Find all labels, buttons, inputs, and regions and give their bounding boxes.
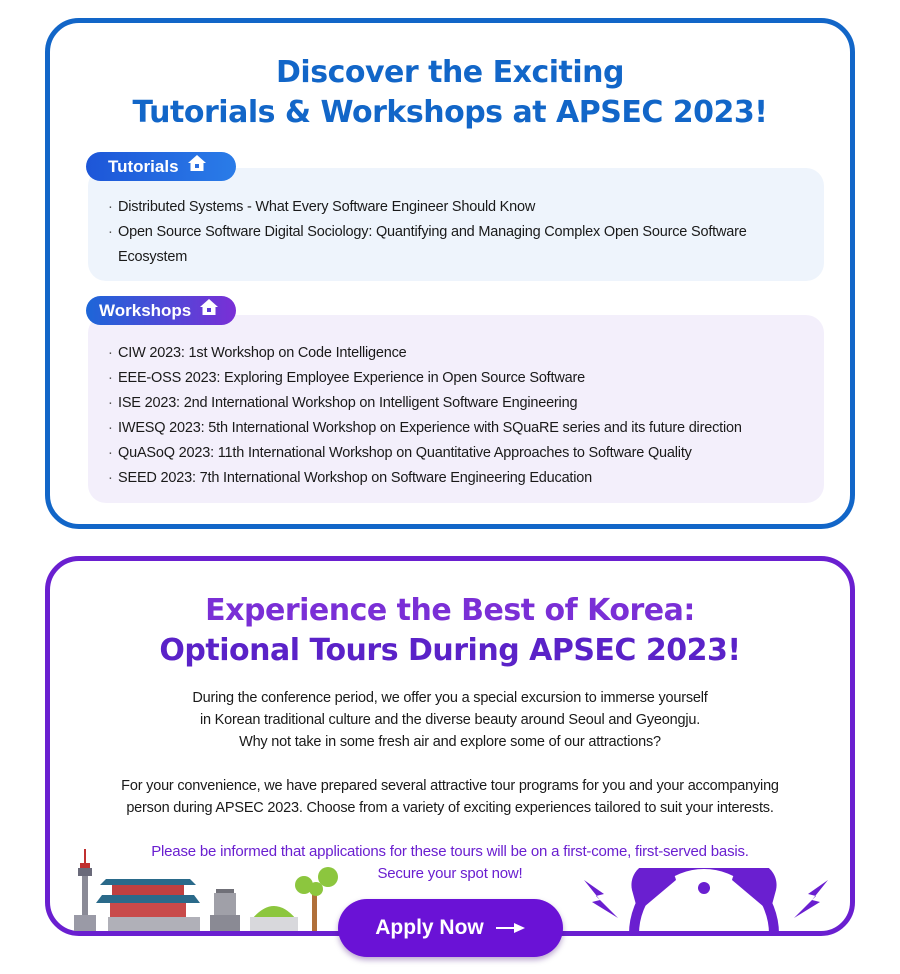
tutorials-list (108, 195, 814, 270)
workshop-item: · QuASoQ 2023: 11th International Workshop on Quantitative Approaches to Software Quality (108, 441, 814, 466)
workshop-item: · SEED 2023: 7th International Workshop on Software Engineering Education (108, 466, 814, 491)
palace-icon (96, 879, 200, 931)
arrow-right-icon (496, 916, 526, 940)
tours-intro-paragraph: During the conference period, we offer you a special excursion to immerse yourself in Korean traditional culture and the diverse beauty around Seoul and Gyeongju. Why not take in some fresh air and explore some of our attractions? (192, 690, 708, 750)
tutorials-list-box (88, 168, 824, 281)
home-icon (187, 152, 207, 181)
seoul-tower-icon (74, 849, 96, 931)
workshop-item: · EEE-OSS 2023: Exploring Employee Experience in Open Source Software (108, 366, 814, 391)
home-icon (199, 296, 219, 325)
tutorials-label: Tutorials (108, 157, 179, 176)
workshops-list (108, 341, 814, 491)
tutorials-heading-pill (86, 152, 236, 181)
workshop-item: · CIW 2023: 1st Workshop on Code Intelligence (108, 341, 814, 366)
landmarks-illustration (70, 845, 350, 931)
apply-now-button[interactable] (338, 899, 563, 957)
tutorials-workshops-card (45, 18, 855, 529)
tutorial-item: · Open Source Software Digital Sociology: Quantifying and Managing Complex Open Source Software Ecosystem (108, 220, 814, 270)
workshops-list-box (88, 315, 824, 503)
tutorial-item: · Distributed Systems - What Every Software Engineer Should Know (108, 195, 814, 220)
workshop-item: · ISE 2023: 2nd International Workshop on Intelligent Software Engineering (108, 391, 814, 416)
workshops-label: Workshops (99, 301, 192, 320)
pagoda-icon (210, 889, 240, 931)
apply-now-label: Apply Now (375, 916, 484, 939)
workshops-heading-pill (86, 296, 236, 325)
alarm-clock-icon (578, 868, 834, 934)
tomb-icon (250, 906, 298, 931)
tours-programs-paragraph: For your convenience, we have prepared several attractive tour programs for you and your accompanying person during APSEC 2023. Choose from a variety of exciting experiences tailored to suit your interests. (121, 778, 779, 816)
tree-icon (295, 867, 338, 931)
tours-notice: Please be informed that applications for these tours will be on a first-come, first-served basis. Secure your spot now! (151, 843, 749, 882)
workshops-title: Discover the Exciting Tutorials & Workshops at APSEC 2023! (132, 55, 768, 130)
tours-title: Experience the Best of Korea: Optional Tours During APSEC 2023! (159, 593, 741, 668)
workshop-item: · IWESQ 2023: 5th International Workshop on Experience with SQuaRE series and its future direction (108, 416, 814, 441)
